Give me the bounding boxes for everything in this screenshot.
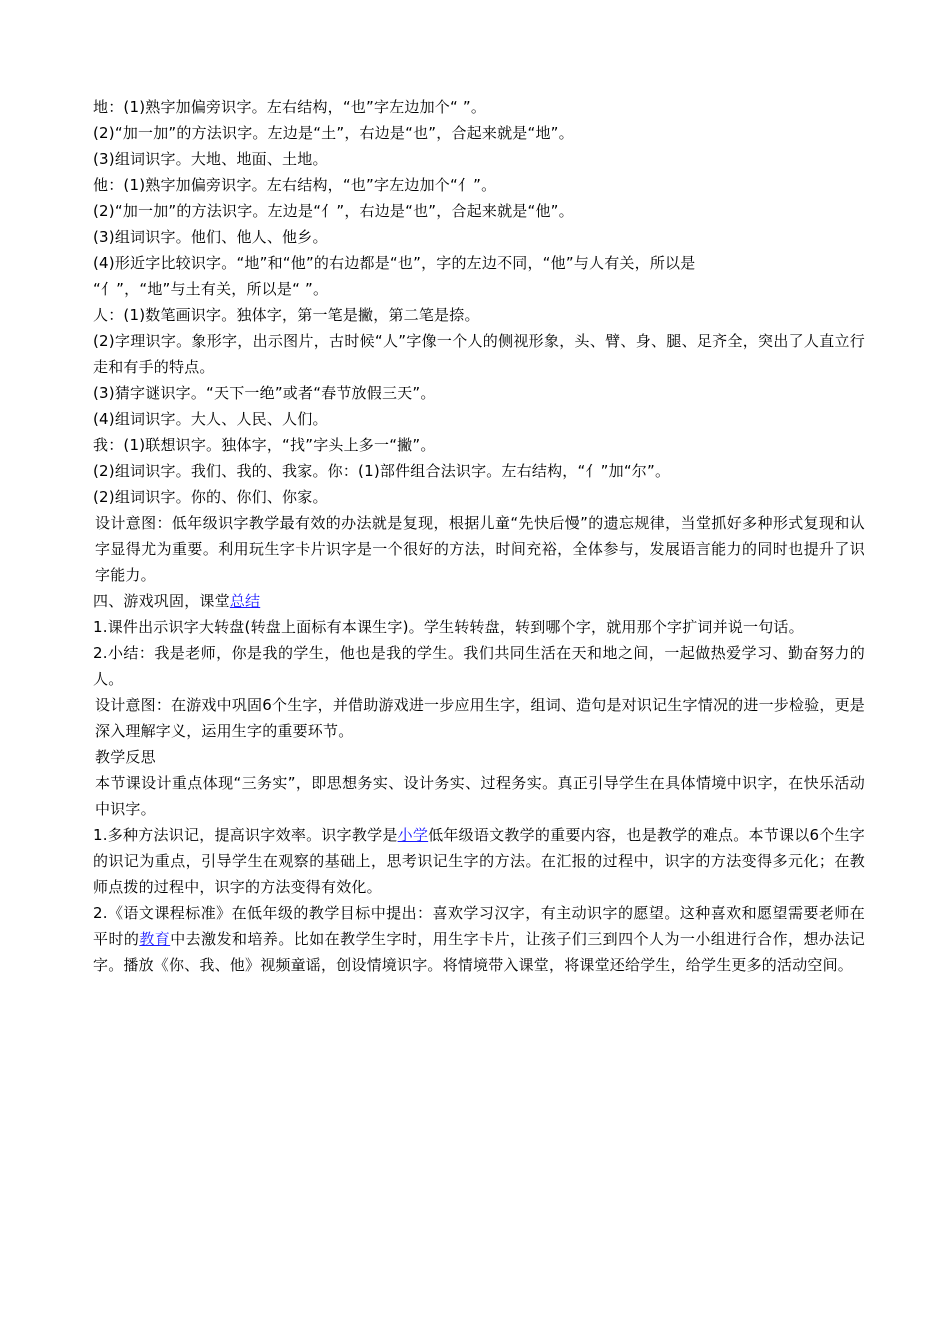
text-line: 他：(1)熟字加偏旁识字。左右结构，“也”字左边加个“亻”。	[93, 176, 497, 194]
section-heading-text: 四、游戏巩固，课堂	[93, 592, 230, 610]
text-span: 中去激发和培养。比如在教学生字时，用生字卡片，让孩子们三到四个人为一小组进行合作，想办法记字。播放《你、我、他》视频童谣，创设情境识字。将情境带入课堂，将课堂还给学生，给学生更多的活动空间。	[93, 930, 865, 974]
reflection-heading: 教学反思	[95, 748, 156, 766]
design-intent-paragraph: 设计意图：低年级识字教学最有效的办法就是复现，根据儿童“先快后慢”的遗忘规律，当堂抓好多种形式复现和认字显得尤为重要。利用玩生字卡片识字是一个很好的方法，时间充裕，全体参与，发展语言能力的同时也提升了识字能力。	[95, 514, 865, 584]
primary-school-link[interactable]: 小学	[397, 826, 429, 844]
text-line: 人：(1)数笔画识字。独体字，第一笔是撇，第二笔是捺。	[93, 306, 480, 324]
text-line: (4)形近字比较识字。“地”和“他”的右边都是“也”，字的左边不同，“他”与人有关，所以是	[93, 254, 696, 272]
text-line: (2)组词识字。我们、我的、我家。你：(1)部件组合法识字。左右结构，“亻”加“尔”。	[93, 462, 671, 480]
document-body	[93, 94, 865, 978]
text-paragraph: (2)字理识字。象形字，出示图片，古时候“人”字像一个人的侧视形象，头、臂、身、腿、足齐全，突出了人直立行走和有手的特点。	[93, 332, 865, 376]
section-heading	[93, 588, 865, 614]
text-line: (3)猜字谜识字。“天下一绝”或者“春节放假三天”。	[93, 384, 436, 402]
text-line: “亻”，“地”与土有关，所以是“ ”。	[93, 280, 329, 298]
education-link[interactable]: 教育	[139, 930, 171, 948]
design-intent-paragraph: 设计意图：在游戏中巩固6个生字，并借助游戏进一步应用生字，组词、造句是对识记生字情况的进一步检验，更是深入理解字义，运用生字的重要环节。	[95, 696, 865, 740]
text-line: 我：(1)联想识字。独体字，“找”字头上多一“撇”。	[93, 436, 436, 454]
text-line: 1.课件出示识字大转盘(转盘上面标有本课生字)。学生转转盘，转到哪个字，就用那个字扩词并说一句话。	[93, 618, 804, 636]
text-paragraph	[93, 822, 865, 900]
text-span: 1.多种方法识记，提高识字效率。识字教学是	[93, 826, 398, 844]
summary-link[interactable]: 总结	[229, 592, 261, 610]
text-line: (3)组词识字。大地、地面、土地。	[93, 150, 328, 168]
text-span: 2.《语文课程标准》在低年级的教学目标中提出：喜欢学习汉字，有主动识字的愿望。这种喜欢和愿望需要老师在平时的	[93, 904, 865, 948]
text-line: (2)“加一加”的方法识字。左边是“土”，右边是“也”，合起来就是“地”。	[93, 124, 574, 142]
text-line: (2)组词识字。你的、你们、你家。	[93, 488, 328, 506]
text-paragraph	[93, 900, 865, 978]
text-paragraph: 2.小结：我是老师，你是我的学生，他也是我的学生。我们共同生活在天和地之间，一起做热爱学习、勤奋努力的人。	[93, 644, 865, 688]
text-paragraph: 本节课设计重点体现“三务实”，即思想务实、设计务实、过程务实。真正引导学生在具体情境中识字，在快乐活动中识字。	[95, 774, 865, 818]
text-line: (2)“加一加”的方法识字。左边是“亻”，右边是“也”，合起来就是“他”。	[93, 202, 574, 220]
text-line: (3)组词识字。他们、他人、他乡。	[93, 228, 328, 246]
text-span: 低年级语文教学的重要内容，也是教学的难点。本节课以6个生字的识记为重点，引导学生在观察的基础上，思考识记生字的方法。在汇报的过程中，识字的方法变得多元化；在教师点拨的过程中，识字的方法变得有效化。	[93, 826, 865, 896]
text-line: 地：(1)熟字加偏旁识字。左右结构，“也”字左边加个“ ”。	[93, 98, 487, 116]
text-line: (4)组词识字。大人、人民、人们。	[93, 410, 328, 428]
